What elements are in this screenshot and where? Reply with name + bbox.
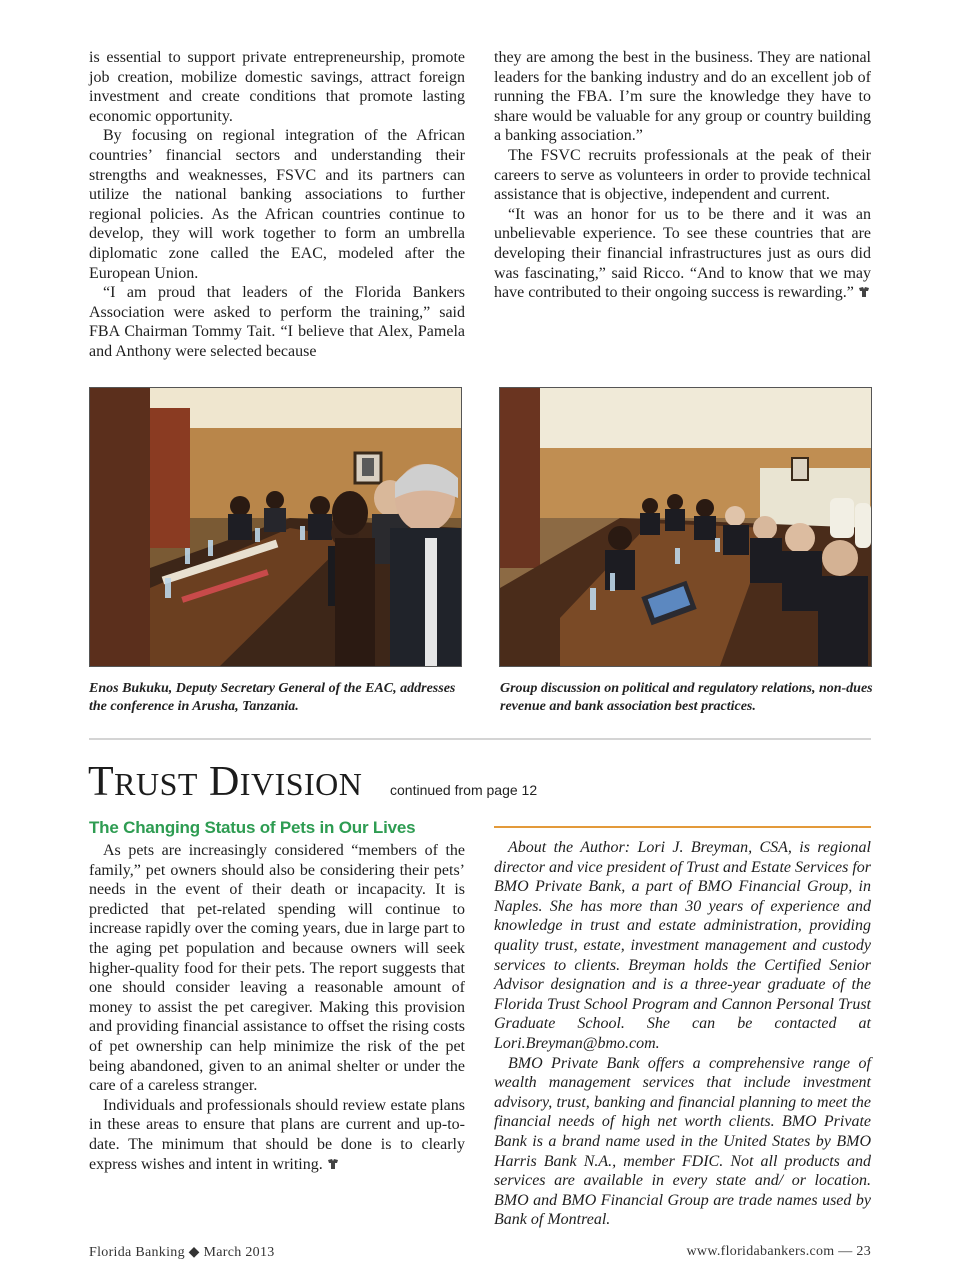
section-title-rest: RUST (114, 766, 198, 802)
paragraph-text: “It was an honor for us to be there and it was an unbelievable experience. To see these countries that are developing their financial infrastructures just as ours did was fascinating,” said Ricco. “And to know that we may have contributed to their ongoing success is rewarding.” (494, 205, 871, 302)
section-title-rest: IVISION (239, 766, 363, 802)
top-left-column (89, 48, 465, 362)
photo-caption-right: Group discussion on political and regulatory relations, non-dues revenue and bank association best practices. (500, 681, 873, 714)
paragraph: As pets are increasingly considered “members of the family,” pet owners should also be considering their pets’ needs in the event of their death or incapacity. It is predicted that pet-related spending will continue to increase rapidly over the coming years, due in large part to the aging pet population and because owners will seek higher-quality food for their pets. The report suggests that one should consider leaving a reasonable amount of money to assist the pet caregiver. Making this provision and providing financial assistance to offset the rising costs of pet ownership can help minimize the risk of the pet being abandoned, given to an animal shelter or under the care of a careless stranger. (89, 842, 466, 1095)
photo-caption-left: Enos Bukuku, Deputy Secretary General of the EAC, addresses the conference in Arusha, Tanzania. (89, 681, 456, 714)
footer-page-info: www.floridabankers.com — 23 (686, 1244, 871, 1259)
paragraph: By focusing on regional integration of the African countries’ financial sectors and understanding their strengths and weaknesses, FSVC and its partners can utilize the national banking associations to further regional policies. As the African countries continue to develop, they will work together to form an umbrella diplomatic zone called the EAC, modeled after the European Union. (89, 127, 465, 282)
paragraph (89, 1096, 465, 1174)
conference-room-image (90, 388, 461, 666)
conference-photo-left (89, 387, 462, 667)
continued-note: continued from page 12 (390, 782, 538, 798)
footer-publication: Florida Banking ◆ March 2013 (89, 1245, 275, 1260)
author-bio: About the Author: Lori J. Breyman, CSA, is regional director and vice president of Trust and Estate Services for BMO Private Bank, a part of BMO Financial Group, in Naples. She has more than 30 years of experience and knowledge in trust and estate administration, providing quality trust, estate, investment management and custody services to clients. Breyman holds the Certified Senior Advisor designation and is a three-year graduate of the Florida Trust School Program and Cannon Personal Trust Graduate School. She can be contacted at Lori.Breyman@bmo.com. (494, 839, 871, 1052)
conference-photo-right (499, 387, 872, 667)
end-mark-icon (327, 1158, 339, 1170)
author-bio-column (494, 838, 871, 1230)
bank-disclaimer: BMO Private Bank offers a comprehensive range of wealth management services that include investment advisory, trust, banking and financial planning to meet the financial needs of high net worth clients. BMO Private Bank is a brand name used in the United States by BMO Harris Bank N.A., member FDIC. Not all products and services are available in every state and/ or location. BMO and BMO Financial Group are trade names used by Bank of Montreal. (494, 1054, 871, 1229)
section-title-initial: T (88, 759, 115, 805)
author-box-rule (494, 826, 871, 828)
paragraph: they are among the best in the business. They are national leaders for the banking industry and do an excellent job of running the FBA. I’m sure the knowledge they have to share would be valuable for any group or country building a banking association.” (494, 49, 871, 145)
paragraph: “I am proud that leaders of the Florida Bankers Association were asked to perform the training,” said FBA Chairman Tommy Tait. “I believe that Alex, Pamela and Anthony were selected because (89, 284, 465, 360)
group-discussion-image (500, 388, 871, 666)
paragraph-text: Individuals and professionals should review estate plans in these areas to ensure that plans are current and up-to-date. The minimum that should be done is to clearly express wishes and intent in writing. (89, 1096, 465, 1173)
top-right-column (494, 48, 871, 303)
section-divider (89, 738, 871, 740)
paragraph (494, 205, 871, 303)
bottom-left-column (89, 841, 465, 1174)
paragraph: The FSVC recruits professionals at the peak of their careers to serve as volunteers in order to provide technical assistance that is objective, independent and current. (494, 146, 871, 204)
end-mark-icon (858, 286, 870, 298)
article-heading: The Changing Status of Pets in Our Lives (89, 818, 416, 837)
paragraph: is essential to support private entrepreneurship, promote job creation, mobilize domestic savings, attract foreign investment and create conditions that promote lasting economic opportunity. (89, 49, 465, 125)
section-title (88, 757, 362, 809)
section-title-initial: D (208, 759, 240, 805)
